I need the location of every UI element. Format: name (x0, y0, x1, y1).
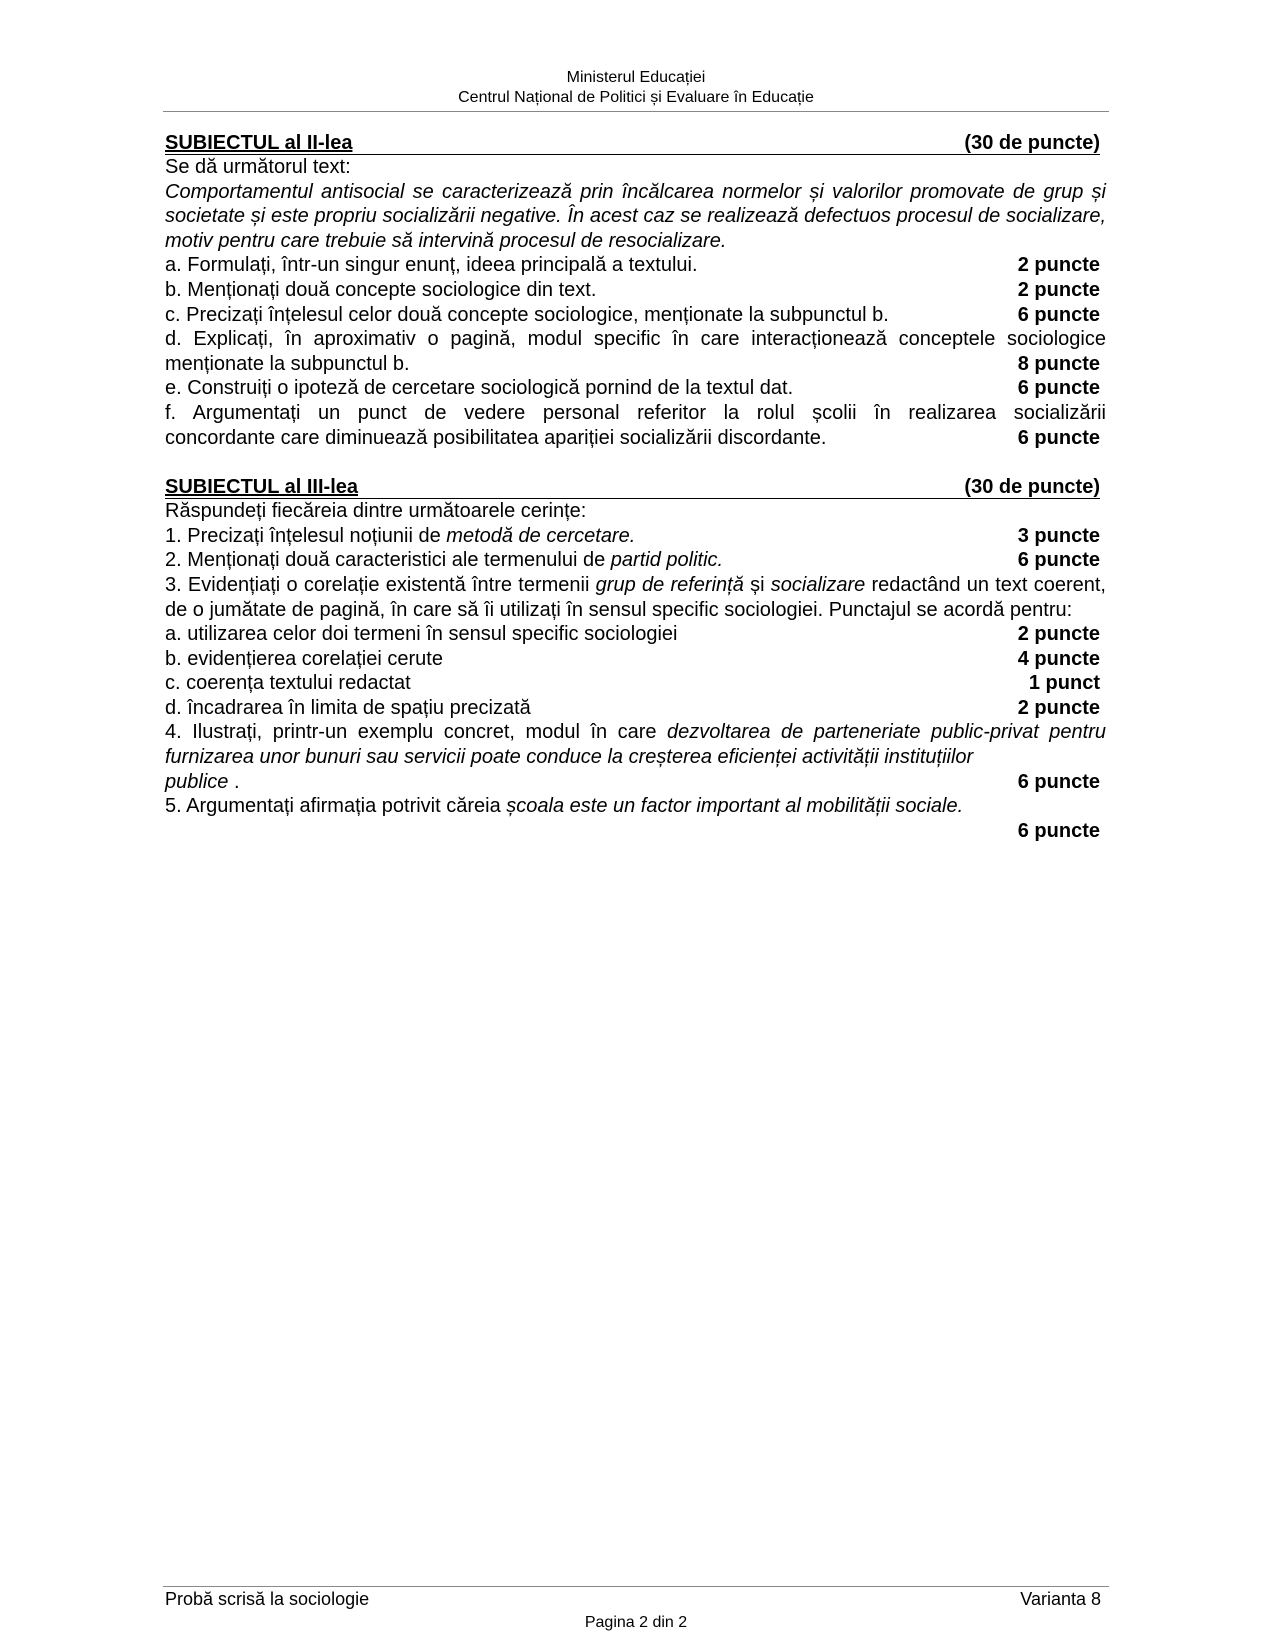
document-footer (165, 1589, 1101, 1610)
subiect2-item-d-line1: d. Explicați, în aproximativ o pagină, modul specific în care interacționează conceptele sociologice (165, 328, 1106, 351)
subiect3-item-2: 2. Menționați două caracteristici ale termenului de partid politic. 6 puncte (165, 549, 1100, 572)
subiect2-points: (30 de puncte) (964, 132, 1100, 154)
subiect3-points: (30 de puncte) (964, 476, 1100, 499)
subiect2-title-row (165, 130, 1100, 155)
subiect3-item-3d: d. încadrarea în limita de spațiu precizată 2 puncte (165, 696, 1100, 719)
subiect3-item-5-points: 6 puncte (1017, 819, 1100, 842)
subiect2-item-a: a. Formulați, într-un singur enunț, ideea principală a textului. 2 puncte (165, 254, 1100, 277)
subiect2-title: SUBIECTUL al II-lea (165, 132, 353, 154)
subiect2-quote: Comportamentul antisocial se caracterizează prin încălcarea normelor și valorilor promovate de grup și societate și este propriu socializării negative. În acest caz se realizează defectuos procesul de socializare, motiv pentru care trebuie să intervină procesul de resocializare. (165, 180, 1106, 252)
footer-divider (163, 1586, 1109, 1587)
subiect3-item-3a: a. utilizarea celor doi termeni în sensul specific sociologiei 2 puncte (165, 623, 1100, 646)
subiect3-title-row (165, 474, 1100, 499)
subiect3-title: SUBIECTUL al III-lea (165, 476, 359, 499)
subiect3-item-4-end: publice . 6 puncte (165, 770, 1100, 793)
subiect3-item-3b: b. evidențierea corelației cerute 4 puncte (165, 647, 1100, 670)
subiect3-item-1: 1. Precizați înțelesul noțiunii de metodă de cercetare. 3 puncte (165, 524, 1100, 547)
subiect3-item-5: 5. Argumentați afirmația potrivit căreia școala este un factor important al mobilității sociale. (165, 795, 964, 818)
subiect3-item-3: 3. Evidențiați o corelație existentă între termenii grup de referință și socializare redactând un text coerent, de o jumătate de pagină, în care să îi utilizați în sensul specific sociologiei. Punctajul se acordă pentru: (165, 573, 1106, 621)
exam-content (165, 130, 1106, 843)
subiect2-item-f-line1: f. Argumentați un punct de vedere personal referitor la rolul școlii în realizarea socializării (165, 401, 1106, 424)
subiect3-item-3c: c. coerența textului redactat 1 punct (165, 672, 1100, 695)
document-header (163, 68, 1109, 108)
header-divider (163, 111, 1109, 112)
subiect2-item-d-line2: menționate la subpunctul b. 8 puncte (165, 352, 1100, 375)
subiect3-item-4: 4. Ilustrați, printr-un exemplu concret, modul în care dezvoltarea de parteneriate public-privat pentru furnizarea unor bunuri sau servicii poate conduce la creșterea eficienței activității instituțiilor (165, 721, 1106, 769)
subiect2-item-e: e. Construiți o ipoteză de cercetare sociologică pornind de la textul dat. 6 puncte (165, 377, 1100, 400)
subiect2-item-b: b. Menționați două concepte sociologice din text. 2 puncte (165, 278, 1100, 301)
page-number: Pagina 2 din 2 (584, 1614, 688, 1631)
ministry-name: Ministerul Educației (566, 69, 706, 86)
subiect2-item-f-line2: concordante care diminuează posibilitatea apariției socializării discordante. 6 puncte (165, 426, 1100, 449)
subiect2-intro: Se dă următorul text: (165, 156, 351, 178)
subiect2-item-c: c. Precizați înțelesul celor două concepte sociologice, menționate la subpunctul b. 6 puncte (165, 303, 1100, 326)
subiect3-intro: Răspundeți fiecăreia dintre următoarele cerințe: (165, 500, 587, 523)
footer-exam-name: Probă scrisă la sociologie (165, 1589, 370, 1609)
center-name: Centrul Național de Politici și Evaluare în Educație (458, 89, 814, 106)
footer-variant: Varianta 8 (1020, 1589, 1101, 1609)
